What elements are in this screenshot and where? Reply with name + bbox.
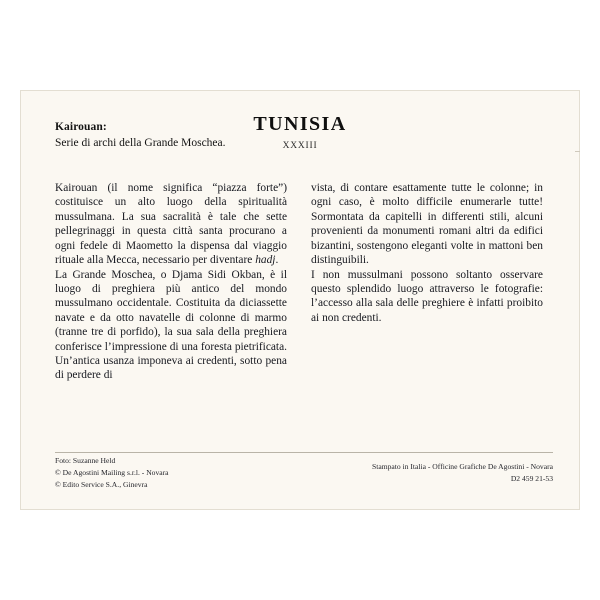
- caption-description: Serie di archi della Grande Moschea.: [55, 137, 226, 149]
- left-column: [55, 181, 287, 441]
- postcard-header: [39, 105, 561, 167]
- print-line: Stampato in Italia - Officine Grafiche De Agostini - Novara: [372, 462, 553, 471]
- postcard-back: [20, 90, 580, 510]
- edge-tick-mark: [575, 151, 580, 152]
- paragraph: I non mussulmani possono soltanto osservare questo splendido luogo attraverso le fotografie: l’accesso alla sala delle preghiere è infatti proibito ai non credenti.: [311, 268, 543, 324]
- postcard-content: [39, 105, 561, 497]
- page-title: TUNISIA: [253, 113, 347, 135]
- plate-number: XXXIII: [282, 141, 318, 151]
- paragraph: vista, di contare esattamente tutte le colonne; in ogni caso, è molto difficile enumerarle tutte! Sormontata da capitelli in differenti stili, alcuni provenienti da monumenti romani altri da edifici bizantini, sostengono eleganti volte in mattoni ben distinguibili.: [311, 182, 543, 267]
- paragraph: La Grande Moschea, o Djama Sidi Okban, è il luogo di preghiera più antico del mondo mussulmano occidentale. Costituita da diciassette navate e da otto navatelle di colonne di marmo (tranne tre di porfido), la sua sala della preghiera conferisce l’impressione di una foresta pietrificata. Un’antica usanza imponeva ai credenti, sotto pena di perdere di: [55, 268, 287, 382]
- catalog-code: D2 459 21-53: [510, 474, 553, 484]
- title-block: [39, 113, 561, 151]
- text-columns: [55, 181, 553, 441]
- footer-divider: [55, 452, 553, 453]
- copyright-line-1: © De Agostini Mailing s.r.l. - Novara: [55, 467, 169, 477]
- copyright-line-2: © Edito Service S.A., Ginevra: [55, 479, 148, 489]
- caption-place-label: Kairouan:: [55, 121, 107, 133]
- photo-credit: Foto: Suzanne Held: [55, 456, 116, 465]
- right-column: [311, 181, 543, 441]
- postcard-footer: [55, 455, 553, 489]
- print-info-block: [372, 461, 553, 485]
- paragraph: Kairouan (il nome significa “piazza forte”) costituisce un alto luogo della spiritualità mussulmana. La sua sacralità è tale che sette pellegrinaggi in questa città santa procurano a ogni fedele di Maometto la dispensa dal viaggio rituale alla Mecca, necessario per diventare hadj.: [55, 182, 287, 267]
- credits-block: [55, 455, 169, 490]
